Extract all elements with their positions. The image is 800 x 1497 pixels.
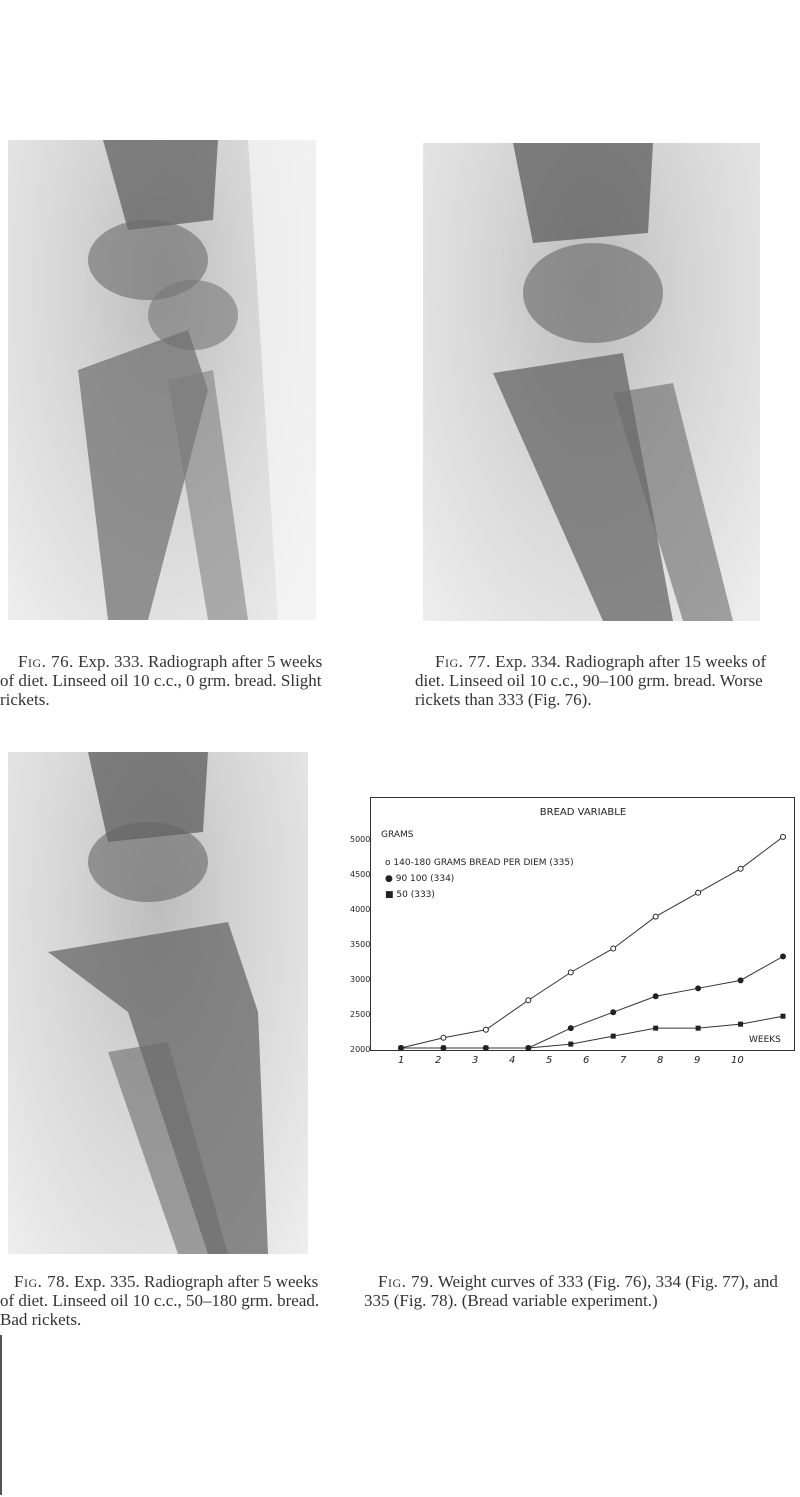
- x-tick-label: 4: [509, 1055, 516, 1066]
- data-point: [653, 914, 658, 919]
- y-tick-label: 3000: [350, 975, 371, 984]
- y-tick-label: 2500: [350, 1010, 371, 1019]
- y-tick-label: 2000: [350, 1045, 371, 1054]
- caption-fig79: [364, 1272, 800, 1310]
- data-point: [781, 954, 786, 959]
- wrist-bones-image: [423, 143, 760, 621]
- y-tick-label: 5000: [350, 835, 371, 844]
- data-point: [483, 1027, 488, 1032]
- radiograph-fig78: [8, 752, 308, 1254]
- x-tick-label: 7: [620, 1055, 627, 1066]
- radiograph-fig77: [423, 143, 760, 621]
- data-point: [568, 1026, 573, 1031]
- radiograph-fig76: [8, 140, 316, 620]
- x-tick-label: 5: [546, 1055, 553, 1066]
- x-axis-label: WEEKS: [749, 1035, 781, 1045]
- caption-label: Fig. 77.: [435, 652, 491, 671]
- caption-label: Fig. 78.: [14, 1272, 70, 1291]
- wrist-bones-image: [8, 140, 316, 620]
- legend-entry-335: o 140-180 GRAMS BREAD PER DIEM (335): [385, 858, 574, 868]
- data-point: [781, 1014, 786, 1019]
- chart-title: BREAD VARIABLE: [539, 807, 627, 818]
- series-line-0: [401, 837, 783, 1048]
- caption-label: Fig. 79.: [378, 1272, 434, 1291]
- x-tick-label: 3: [472, 1055, 479, 1066]
- data-point: [526, 998, 531, 1003]
- data-point: [611, 1010, 616, 1015]
- x-tick-label: 10: [731, 1055, 744, 1066]
- y-tick-label: 4000: [350, 905, 371, 914]
- data-point: [526, 1046, 531, 1051]
- caption-text: Weight curves of 333 (Fig. 76), 334 (Fig. 77), and 335 (Fig. 78). (Bread variable experiment.): [364, 1272, 778, 1310]
- data-point: [483, 1046, 488, 1051]
- data-point: [738, 866, 743, 871]
- legend-entry-333: ■ 50 (333): [385, 890, 435, 900]
- data-point: [781, 834, 786, 839]
- data-point: [611, 946, 616, 951]
- caption-label: Fig. 76.: [18, 652, 74, 671]
- caption-fig76: [0, 652, 340, 709]
- data-point: [738, 978, 743, 983]
- data-point: [568, 970, 573, 975]
- x-tick-label: 8: [657, 1055, 664, 1066]
- data-point: [653, 1026, 658, 1031]
- y-tick-label: 3500: [350, 940, 371, 949]
- weight-chart-svg: [371, 798, 796, 1052]
- data-point: [653, 994, 658, 999]
- data-point: [696, 1026, 701, 1031]
- y-tick-label: 4500: [350, 870, 371, 879]
- caption-text: Exp. 334. Radiograph after 15 weeks of diet. Linseed oil 10 c.c., 90–100 grm. bread. Worse rickets than 333 (Fig. 76).: [415, 652, 767, 709]
- data-point: [611, 1034, 616, 1039]
- x-tick-label: 2: [435, 1055, 442, 1066]
- x-tick-label: 9: [694, 1055, 701, 1066]
- page-edge-line: [0, 1335, 2, 1495]
- caption-fig78: [0, 1272, 330, 1329]
- series-line-1: [401, 956, 783, 1048]
- data-point: [696, 986, 701, 991]
- weight-chart: [370, 797, 795, 1051]
- data-point: [696, 890, 701, 895]
- legend-entry-334: ● 90 100 (334): [385, 874, 455, 884]
- y-axis-label: GRAMS: [381, 830, 414, 840]
- x-tick-label: 6: [583, 1055, 590, 1066]
- data-point: [441, 1035, 446, 1040]
- data-point: [399, 1046, 404, 1051]
- wrist-bones-image: [8, 752, 308, 1254]
- x-tick-label: 1: [398, 1055, 405, 1066]
- data-point: [568, 1042, 573, 1047]
- caption-text: Exp. 335. Radiograph after 5 weeks of diet. Linseed oil 10 c.c., 50–180 grm. bread. Bad rickets.: [0, 1272, 320, 1329]
- data-point: [441, 1046, 446, 1051]
- data-point: [738, 1022, 743, 1027]
- legend: [385, 858, 574, 900]
- caption-fig77: [415, 652, 795, 709]
- caption-text: Exp. 333. Radiograph after 5 weeks of diet. Linseed oil 10 c.c., 0 grm. bread. Slight rickets.: [0, 652, 323, 709]
- series-line-2: [401, 1016, 783, 1048]
